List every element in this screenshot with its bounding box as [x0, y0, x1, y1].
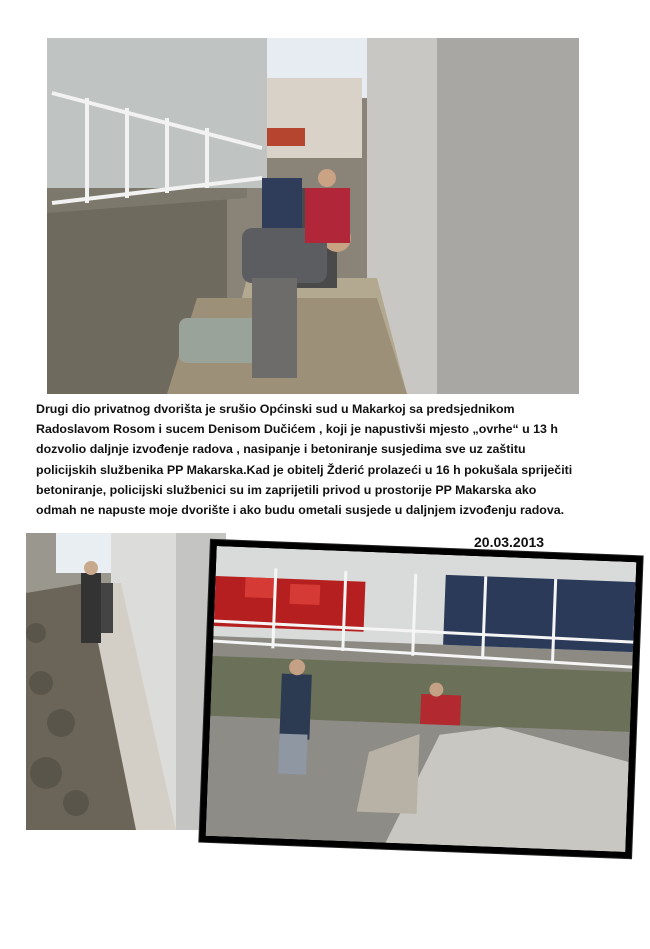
caption-line: odmah ne napuste moje dvorište i ako budu ometali susjede u daljnjem izvođenju radova.: [36, 503, 565, 518]
caption-text: [36, 399, 616, 520]
photo-bottom-left-image: [26, 533, 226, 830]
photo-top: [47, 38, 579, 394]
caption-line: Drugi dio privatnog dvorišta je srušio Općinski sud u Makarkoj sa predsjednikom: [36, 402, 515, 416]
caption-line: policijskih službenika PP Makarska.Kad je obitelj Žderić prolazeći u 16 h pokušala spriječiti: [36, 462, 573, 477]
photo-bottom-right-image: [206, 546, 637, 852]
caption-line: Radoslavom Rosom i sucem Denisom Dučićem , koji je napustivši mjesto „ovrhe“ u 13 h: [36, 422, 558, 437]
photo-bottom-left: [26, 533, 226, 830]
photo-top-image: [47, 38, 579, 394]
caption-line: betoniranje, policijski službenici su im zaprijetili privod u prostorije PP Makarska ako: [36, 482, 537, 497]
photo-bottom-right: [199, 540, 642, 858]
caption-line: dozvolio daljnje izvođenje radova , nasipanje i betoniranje susjedima sve uz zaštitu: [36, 442, 526, 457]
date-label: 20.03.2013: [474, 534, 545, 550]
